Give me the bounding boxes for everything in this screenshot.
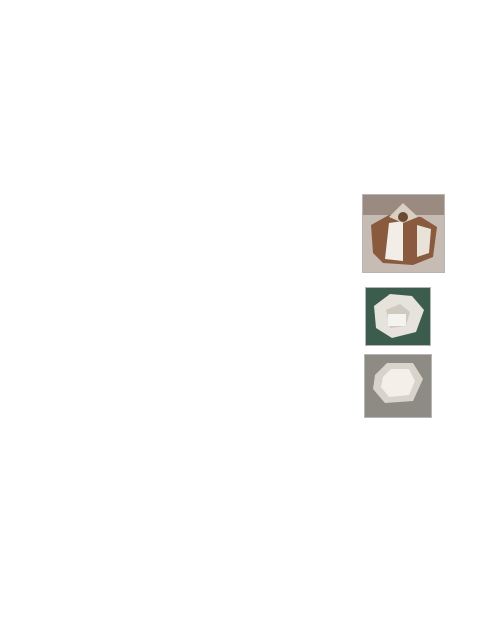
photo-box-inside [364,354,432,418]
photo-finished-box [362,194,445,273]
photo-box-bottom [365,287,431,346]
